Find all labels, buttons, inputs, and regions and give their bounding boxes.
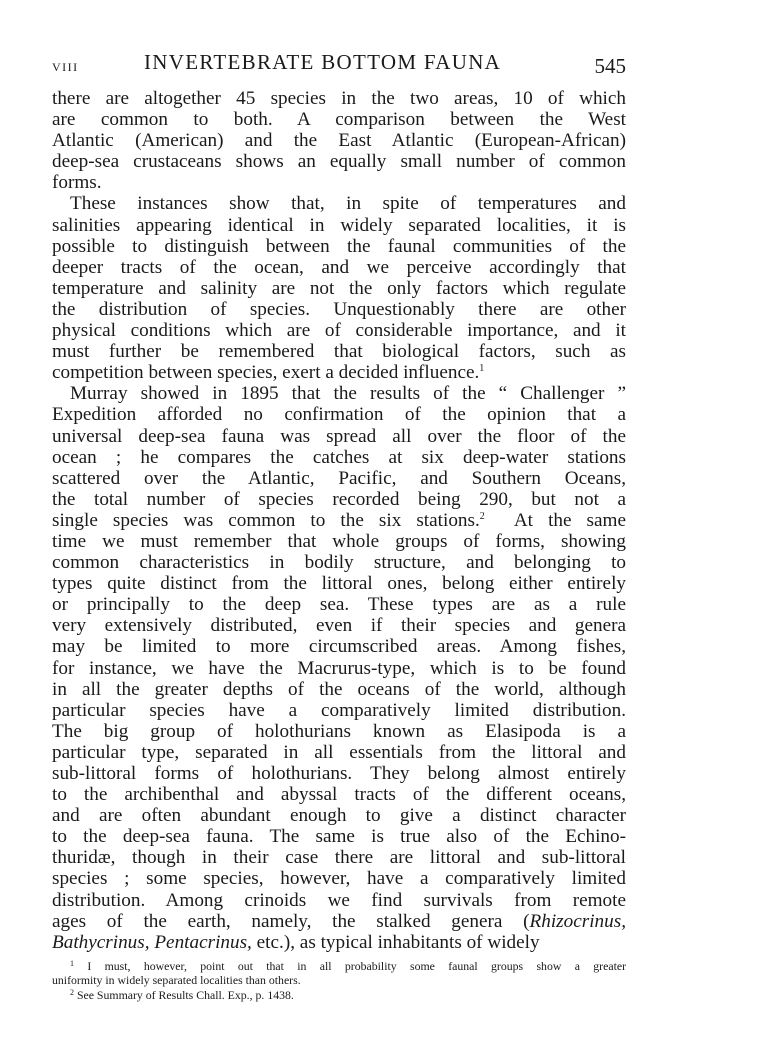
text-line: and are often abundant enough to give a distinct character [52,805,626,827]
text-line: particular type, separated in all essentials from the littoral and [52,741,626,763]
text-line: the distribution of species. Unquestionably there are other [52,298,626,320]
footnote-marker: 2 [70,987,74,997]
footnote-marker: 1 [70,958,74,968]
body-text [52,88,626,953]
text-line: there are altogether 45 species in the two areas, 10 of which [52,88,626,109]
footnote-1-continued: uniformity in widely separated localities than others. [52,973,301,988]
text-line: salinities appearing identical in widely separated localities, it is [52,214,626,236]
text-line: to the archibenthal and abyssal tracts of the different oceans, [52,784,626,806]
text-line: deeper tracts of the ocean, and we perceive accordingly that [52,256,626,278]
text-line: must further be remembered that biological factors, such as [52,341,626,363]
text-line: Expedition afforded no confirmation of the opinion that a [52,404,626,426]
text-line: distribution. Among crinoids we find survivals from remote [52,889,626,911]
footnote-2 [52,988,626,1003]
text-line: possible to distinguish between the faunal communities of the [52,235,626,257]
text-line: temperature and salinity are not the only factors which regulate [52,277,626,299]
text-line-part: At the same [513,509,626,531]
text-line: forms. [52,172,102,194]
page-number: 545 [594,54,626,78]
text-line: Murray showed in 1895 that the results of the “ Challenger ” [70,383,626,405]
footnote-text: See Summary of Results Chall. Exp., p. 1438. [76,987,294,1002]
footnote-1 [52,959,626,974]
text-line: These instances show that, in spite of temperatures and [70,193,626,215]
book-page [52,50,626,1002]
text-line: species ; some species, however, have a comparatively limited [52,868,626,890]
text-line: to the deep-sea fauna. The same is true also of the Echino- [52,826,626,848]
text-line: in all the greater depths of the oceans of the world, although [52,678,626,700]
text-line [52,911,626,932]
text-line: the total number of species recorded being 290, but not a [52,488,626,510]
text-line: ocean ; he compares the catches at six deep-water stations [52,446,626,468]
text-line: common characteristics in bodily structure, and belonging to [52,552,626,574]
text-line: may be limited to more circumscribed areas. Among fishes, [52,636,626,658]
text-line: deep-sea crustaceans shows an equally small number of common [52,151,626,173]
text-line: physical conditions which are of considerable importance, and it [52,320,626,342]
page-header [52,50,626,84]
text-line: sub-littoral forms of holothurians. They belong almost entirely [52,763,626,784]
footnote-ref-1: 1 [479,363,485,375]
text-line: The big group of holothurians known as Elasipoda is a [52,720,626,742]
text-line: are common to both. A comparison between the West [52,109,626,131]
text-line: scattered over the Atlantic, Pacific, and Southern Oceans, [52,467,626,489]
footnote-text: I must, however, point out that in all probability some faunal groups show a greater [87,958,627,973]
text-line [52,510,626,531]
text-line [52,932,626,953]
text-line: thuridæ, though in their case there are littoral and sub-littoral [52,847,626,869]
text-line: for instance, we have the Macrurus-type, which is to be found [52,657,626,679]
text-line-part: ages of the earth, namely, the stalked genera ( [52,910,530,932]
text-line [52,362,626,383]
text-line: types quite distinct from the littoral ones, belong either entirely [52,573,626,595]
footnote-ref-2: 2 [479,510,485,522]
chapter-number: VIII [52,60,79,74]
text-line: Atlantic (American) and the East Atlantic (European-African) [52,130,626,152]
text-line: particular species have a comparatively limited distribution. [52,699,626,721]
text-line: universal deep-sea fauna was spread all over the floor of the [52,425,626,447]
text-line: time we must remember that whole groups of forms, showing [52,530,626,552]
text-line: very extensively distributed, even if their species and genera [52,615,626,637]
genus-name: Rhizocrinus, [529,910,626,932]
footnotes [52,959,626,1003]
genus-name: Bathycrinus, [52,931,150,953]
text-line-part: competition between species, exert a decided influence. [52,362,480,384]
text-line-part: single species was common to the six stations. [52,509,480,531]
text-line-part: etc.), as typical inhabitants of widely [256,931,540,953]
running-title: INVERTEBRATE BOTTOM FAUNA [144,50,502,74]
genus-name: Pentacrinus, [154,931,252,953]
text-line: or principally to the deep sea. These types are as a rule [52,594,626,616]
